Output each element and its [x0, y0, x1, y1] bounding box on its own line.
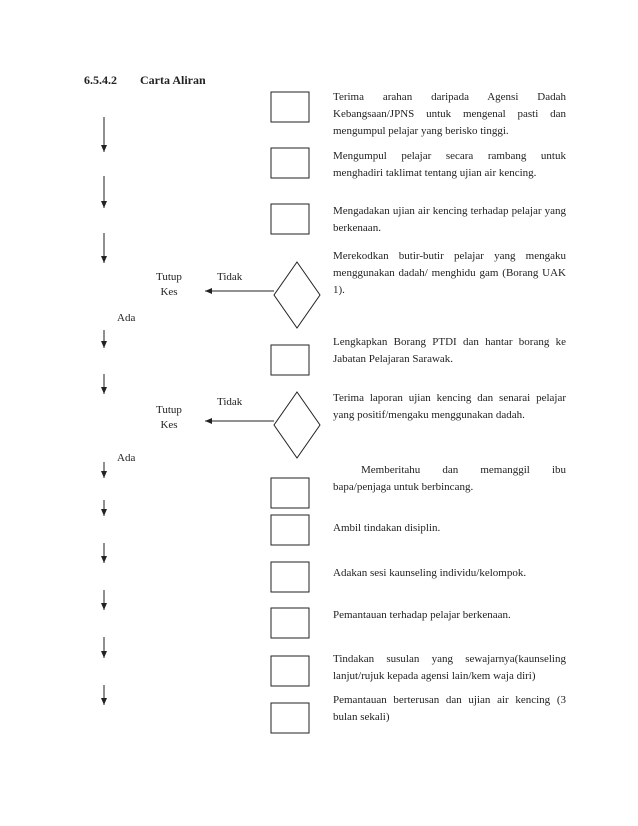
close-case-line-1: Tutup [156, 271, 182, 283]
decision-1-yes-label: Ada [117, 312, 136, 324]
step-2-text: Mengumpul pelajar secara rambang untuk menghadiri taklimat tentang ujian air kencing. [333, 150, 566, 179]
process-box-3 [271, 204, 309, 234]
step-9-text: Adakan sesi kaunseling individu/kelompok. [333, 567, 527, 579]
step-7-text: Memberitahu dan memanggil ibu bapa/penjaga untuk berbincang. [333, 464, 566, 493]
process-box-1 [271, 92, 309, 122]
process-box-8 [271, 515, 309, 545]
step-5-text: Lengkapkan Borang PTDI dan hantar borang ke Jabatan Pelajaran Sarawak. [333, 336, 566, 365]
close-case-line-2: Kes [160, 286, 178, 298]
process-box-5 [271, 345, 309, 375]
step-8-text: Ambil tindakan disiplin. [333, 522, 441, 534]
close-case-line-2: Kes [160, 419, 178, 431]
decision-2-yes-label: Ada [117, 452, 136, 464]
close-case-line-1: Tutup [156, 404, 182, 416]
process-box-2 [271, 148, 309, 178]
decision-2-no-label: Tidak [217, 396, 243, 408]
step-10-text: Pemantauan terhadap pelajar berkenaan. [333, 609, 511, 621]
step-3-text: Mengadakan ujian air kencing terhadap pelajar yang berkenaan. [333, 205, 566, 234]
process-box-10 [271, 608, 309, 638]
section-number: 6.5.4.2 [84, 73, 117, 87]
step-4-text: Merekodkan butir-butir pelajar yang mengaku menggunakan dadah/ menghidu gam (Borang UAK 1). [333, 250, 566, 296]
decision-2-close-case [149, 403, 189, 433]
process-box-9 [271, 562, 309, 592]
process-box-12 [271, 703, 309, 733]
process-box-11 [271, 656, 309, 686]
decision-1-no-label: Tidak [217, 271, 243, 283]
step-11-text: Tindakan susulan yang sewajarnya(kaunseling lanjut/rujuk kepada agensi lain/kem waja diri) [333, 653, 566, 682]
section-title: Carta Aliran [140, 73, 206, 87]
step-6-text: Terima laporan ujian kencing dan senarai pelajar yang positif/mengaku menggunakan dadah. [333, 392, 566, 421]
process-box-7 [271, 478, 309, 508]
decision-1-close-case [149, 270, 189, 300]
decision-diamond-2 [274, 392, 320, 458]
decision-diamond-1 [274, 262, 320, 328]
step-1-text: Terima arahan daripada Agensi Dadah Kebangsaan/JPNS untuk mengenal pasti dan mengumpul pelajar yang berisko tinggi. [333, 91, 566, 137]
step-12-text: Pemantauan berterusan dan ujian air kencing (3 bulan sekali) [333, 694, 566, 723]
